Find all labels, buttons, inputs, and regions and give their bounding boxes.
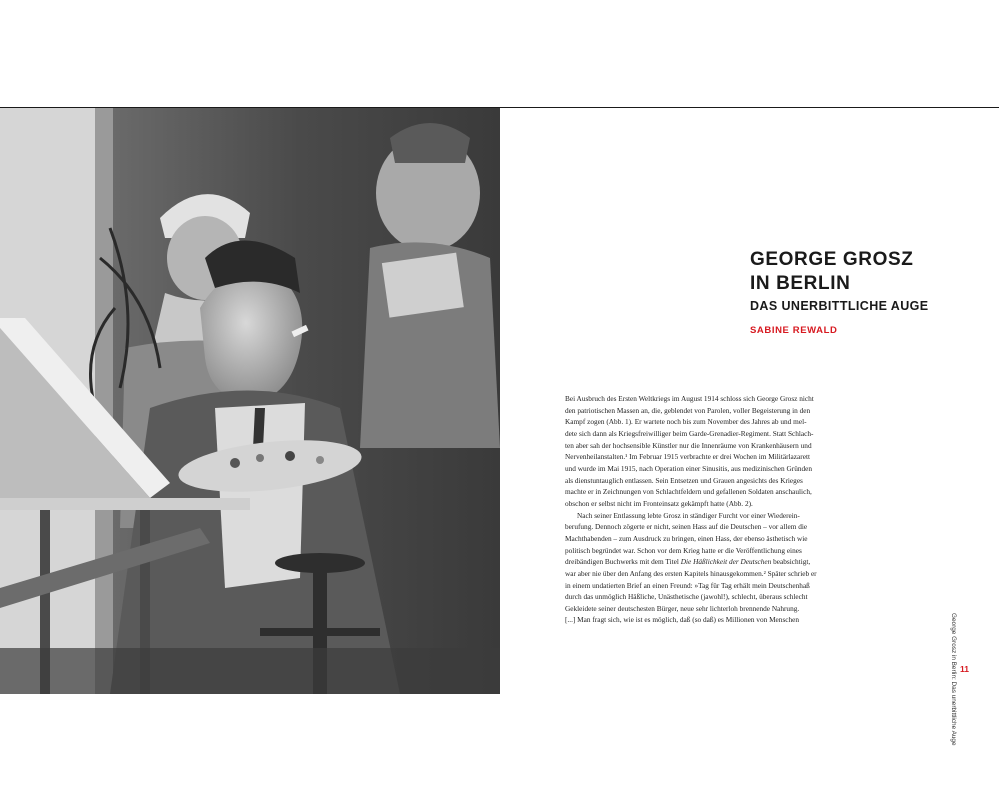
body-line: und wurde im Mai 1915, nach Operation einer Sinusitis, aus medizinischen Gründen (565, 463, 813, 473)
body-text: dreibändigen Buchwerks mit dem Titel (565, 557, 679, 567)
title-line: GEORGE GROSZ (750, 249, 914, 270)
body-line: Machthabenden – zum Ausdruck zu bringen, einen Hass, der ebenso ästhetisch wie (565, 533, 808, 543)
body-line: politisch begründet war. Schon vor dem Krieg hatte er die Veröffentlichung eines (565, 545, 802, 555)
body-line: [...] Man fragt sich, wie ist es möglich, daß (so daß) es Millionen von Menschen (565, 615, 800, 625)
body-line-with-italic-title (565, 556, 855, 568)
body-line: Bei Ausbruch des Ersten Weltkriegs im August 1914 schloss sich George Grosz nicht (565, 394, 814, 403)
title-line: IN BERLIN (750, 273, 851, 294)
body-line: dete sich dann als Kriegsfreiwilliger beim Garde-Grenadier-Regiment. Statt Schlach- (565, 428, 814, 438)
body-line: in einem undatierten Brief an einen Freund: »Tag für Tag erhält mein Deutschenhaß (565, 580, 810, 590)
artist-photo (0, 108, 500, 694)
body-line: ten aber sah der hochsensible Künstler nur die Innenräume von Krankenhäusern und (565, 440, 812, 450)
article-body (565, 393, 855, 626)
body-line: obschon er selbst nicht im Fronteinsatz gekämpft hatte (Abb. 2). (565, 498, 753, 508)
page-number: 11 (960, 664, 969, 674)
body-line: Kampf zogen (Abb. 1). Er wartete noch bis zum November des Jahres ab und mel- (565, 417, 807, 427)
body-line: als dienstuntauglich entlassen. Sein Entsetzen und Grauen angesichts des Krieges (565, 475, 803, 485)
article-author: SABINE REWALD (750, 325, 838, 336)
body-line: Gekleidete seiner deutschesten Bürger, neue sehr lichterloh brennende Nahrung. (565, 603, 800, 613)
body-text: beabsichtigt, (773, 557, 811, 567)
body-line: machte er in Zeichnungen von Schlachtfeldern und gefallenen Soldaten anschaulich, (565, 487, 812, 497)
body-line: berufung. Dennoch zögerte er nicht, seinen Hass auf die Deutschen – vor allem die (565, 522, 808, 532)
article-subtitle: DAS UNERBITTLICHE AUGE (750, 299, 929, 313)
running-head-text: George Grosz in Berlin: Das unerbittliche Auge (950, 613, 957, 746)
article-title (750, 248, 913, 296)
body-line: Nervenheilanstalten.¹ Im Februar 1915 verbrachte er drei Wochen im Militärlazarett (565, 452, 811, 462)
body-line: durch das unmöglich Häßliche, Unästhetische (jawohl!), schlecht, überaus schlecht (565, 592, 808, 602)
body-line: war aber nie über den Anfang des ersten Kapitels hinausgekommen.² Später schrieb er (565, 568, 817, 578)
body-line: Nach seiner Entlassung lebte Grosz in ständiger Furcht vor einer Wiederein- (577, 510, 800, 520)
photo-illustration (0, 108, 500, 694)
body-line: den patriotischen Massen an, die, geblendet von Parolen, voller Begeisterung in den (565, 405, 811, 415)
book-spread (0, 107, 999, 746)
book-title-italic: Die Häßlichkeit der Deutschen (680, 557, 772, 567)
text-page (500, 108, 999, 746)
